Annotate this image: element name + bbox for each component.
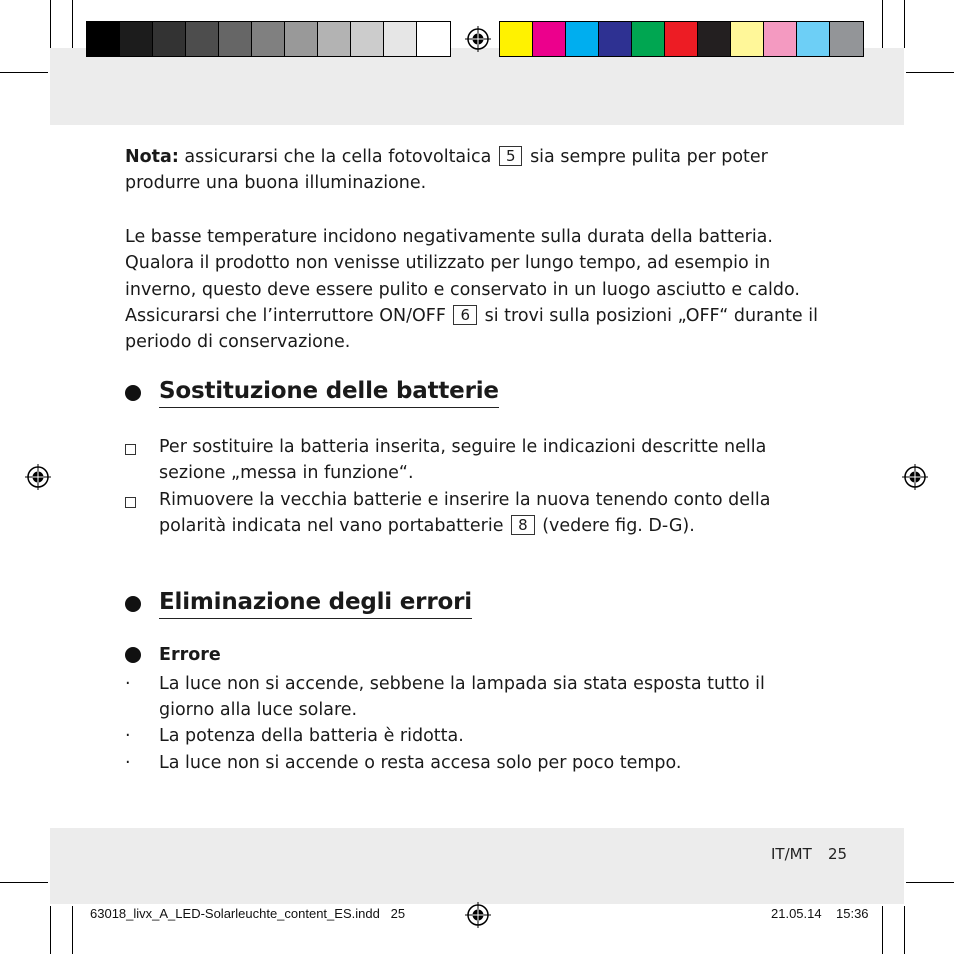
color-swatch xyxy=(351,22,384,56)
registration-mark-icon xyxy=(902,464,928,490)
header-band xyxy=(50,48,904,125)
list-item-text xyxy=(159,487,825,540)
crop-mark xyxy=(72,0,73,48)
storage-paragraph xyxy=(125,224,825,355)
crop-mark xyxy=(72,906,73,954)
color-swatch xyxy=(566,22,599,56)
section-title: Eliminazione degli errori xyxy=(159,589,472,619)
color-swatch xyxy=(285,22,318,56)
color-swatch xyxy=(87,22,120,56)
crop-mark xyxy=(904,906,905,954)
print-date: 21.05.14 xyxy=(771,906,822,921)
note-paragraph xyxy=(125,144,825,197)
list-item-text: La luce non si accende o resta accesa solo per poco tempo. xyxy=(159,753,682,773)
note-label: Nota: xyxy=(125,147,179,167)
color-swatch xyxy=(632,22,665,56)
crop-mark xyxy=(0,72,48,73)
square-bullet-icon xyxy=(125,434,136,463)
color-swatch xyxy=(186,22,219,56)
paragraph-text: si trovi sulla posizioni „OFF“ durante il periodo di conservazione. xyxy=(125,305,818,353)
process-color-bar xyxy=(499,21,864,57)
dot-bullet: · xyxy=(125,753,131,773)
list-item-text: La luce non si accende, sebbene la lampada sia stata esposta tutto il giorno alla luce solare. xyxy=(159,674,765,721)
dot-bullet: · xyxy=(125,674,131,694)
part-reference: 8 xyxy=(511,515,535,535)
color-swatch xyxy=(599,22,632,56)
print-time: 15:36 xyxy=(836,906,869,921)
list-item xyxy=(125,487,825,540)
color-swatch xyxy=(764,22,797,56)
list-item xyxy=(125,434,825,487)
list-item xyxy=(125,750,825,776)
crop-mark xyxy=(906,72,954,73)
color-swatch xyxy=(252,22,285,56)
crop-mark xyxy=(904,0,905,48)
list-item-text-part: (vedere fig. D-G). xyxy=(542,516,695,537)
crop-mark xyxy=(882,906,883,954)
note-text: assicurarsi che la cella fotovoltaica xyxy=(184,147,492,167)
paragraph-text: Le basse temperature incidono negativamente sulla durata della batteria. Qualora il prodotto non venisse utilizzato per lungo tempo, ad esempio in inverno, questo deve essere pulito e conservato in un luogo asciutto e caldo. Assicurarsi che l’interruttore ON/OFF xyxy=(125,227,800,326)
list-item xyxy=(125,671,825,724)
color-swatch xyxy=(797,22,830,56)
color-swatch xyxy=(153,22,186,56)
crop-mark xyxy=(882,0,883,48)
square-bullet-icon xyxy=(125,487,136,516)
color-swatch xyxy=(533,22,566,56)
page-number: 25 xyxy=(828,845,848,863)
footer-band xyxy=(50,828,904,904)
crop-mark xyxy=(906,882,954,883)
crop-mark xyxy=(0,882,48,883)
crop-mark xyxy=(50,0,51,48)
part-reference: 5 xyxy=(499,146,523,166)
language-code: IT/MT xyxy=(771,845,812,863)
color-swatch xyxy=(731,22,764,56)
grayscale-color-bar xyxy=(86,21,451,57)
registration-mark-icon xyxy=(25,464,51,490)
list-item-text: La potenza della batteria è ridotta. xyxy=(159,726,464,746)
registration-mark-icon xyxy=(465,902,491,928)
dot-bullet: · xyxy=(125,726,131,746)
color-swatch xyxy=(500,22,533,56)
section-title: Sostituzione delle batterie xyxy=(159,378,499,408)
file-name: 63018_livx_A_LED-Solarleuchte_content_ES.indd 25 xyxy=(90,906,406,921)
color-swatch xyxy=(698,22,731,56)
section-heading xyxy=(125,378,499,408)
note-text: sia sempre pulita per poter produrre una buona illuminazione. xyxy=(125,147,768,194)
filled-circle-icon xyxy=(125,596,141,612)
color-swatch xyxy=(219,22,252,56)
list-item xyxy=(125,723,825,749)
filled-circle-icon xyxy=(125,647,141,663)
color-swatch xyxy=(665,22,698,56)
list-item-text-part: Rimuovere la vecchia batterie e inserire la nuova tenendo conto della polarità indicata nel vano portabatterie xyxy=(159,490,771,537)
color-swatch xyxy=(417,22,450,56)
sub-heading xyxy=(125,645,221,665)
crop-mark xyxy=(50,906,51,954)
color-swatch xyxy=(384,22,417,56)
registration-mark-icon xyxy=(465,26,491,52)
color-swatch xyxy=(830,22,863,56)
list-item-text: Per sostituire la batteria inserita, seguire le indicazioni descritte nella sezione „messa in funzione“. xyxy=(159,437,767,484)
part-reference: 6 xyxy=(453,305,477,325)
color-swatch xyxy=(120,22,153,56)
color-swatch xyxy=(318,22,351,56)
section-heading xyxy=(125,589,472,619)
sub-title: Errore xyxy=(159,645,221,665)
filled-circle-icon xyxy=(125,385,141,401)
